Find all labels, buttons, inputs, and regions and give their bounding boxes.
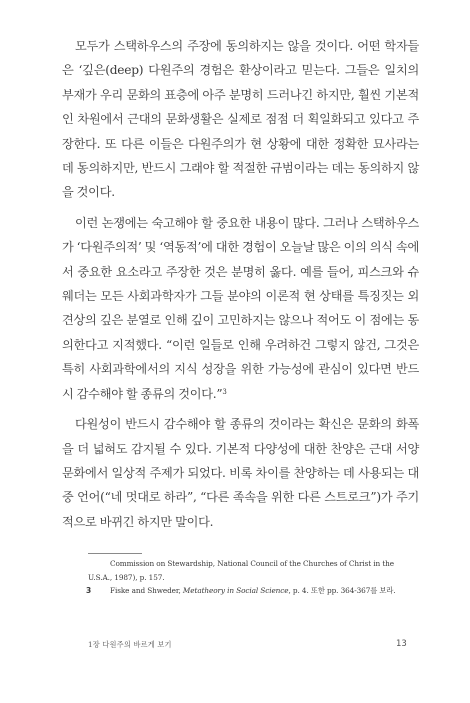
paragraph-2-text: 이런 논쟁에는 숙고해야 할 중요한 내용이 많다. 그러나 스택하우스가 ‘다원주의적’ 및 ‘역동적’에 대한 경험이 오늘날 많은 이의 의식 속에서 중요한 요소라고 주장한 것은 분명히 옳다. 예를 들어, 피스크와 슈웨더는 모든 사회과학자가 그들 분야의 이론적 현 상태를 특징짓는 외견상의 깊은 분열로 인해 깊이 고민하지는 않으나 적어도 이 점에는 동의한다고 지적했다. “이런 일들로 인해 우려하건 그렇지 않건, 그것은 특히 사회과학에서의 지식 성장을 위한 가능성에 관심이 있다면 반드시 감수해야 할 종류의 것이다.” [62,215,419,401]
footnote-number: 3 [86,586,92,595]
footnote-rest: , p. 4. 또한 pp. 364-367를 보라. [288,586,396,595]
running-head: 1장 다원주의 바르게 보기 [88,640,172,649]
page-number: 13 [396,639,407,649]
paragraph-1: 모두가 스택하우스의 주장에 동의하지는 않을 것이다. 어떤 학자들은 ‘깊은(deep) 다원주의 경험은 환상이라고 믿는다. 그들은 일치의 부재가 우리 문화의 표층에 아주 분명히 드러나긴 하지만, 훨씬 기본적인 차원에서 근대의 문화생활은 실제로 점점 더 획일화되고 있다고 주장한다. 또 다른 이들은 다원주의가 현 상황에 대한 정확한 묘사라는 데 동의하지만, 반드시 그래야 할 적절한 규범이라는 데는 동의하지 않을 것이다. [62,39,419,200]
footnote-book-title: Metatheory in Social Science [182,586,289,595]
note-reference-3: 3 [222,387,227,396]
footnote-divider [88,553,142,554]
body-text [62,34,419,540]
footnote-authors: Fiske and Shweder, [110,586,183,595]
footnote-3 [88,584,413,598]
footnotes [88,557,413,598]
paragraph-3: 다원성이 반드시 감수해야 할 종류의 것이라는 확신은 문화의 화폭을 더 넓혀도 감지될 수 있다. 기본적 다양성에 대한 찬양은 근대 서양 문화에서 일상적 주제가 되었다. 비록 차이를 찬양하는 데 사용되는 대중 언어(“네 멋대로 하라”, “다른 족속을 위한 다른 스트로크”)가 주기적으로 바뀌긴 하지만 말이다. [62,417,419,529]
footnote-continued: Commission on Stewardship, National Council of the Churches of Christ in the U.S.A., 1987), p. 157. [88,559,394,582]
paragraph-2 [62,211,419,406]
footnote-body [88,584,413,598]
